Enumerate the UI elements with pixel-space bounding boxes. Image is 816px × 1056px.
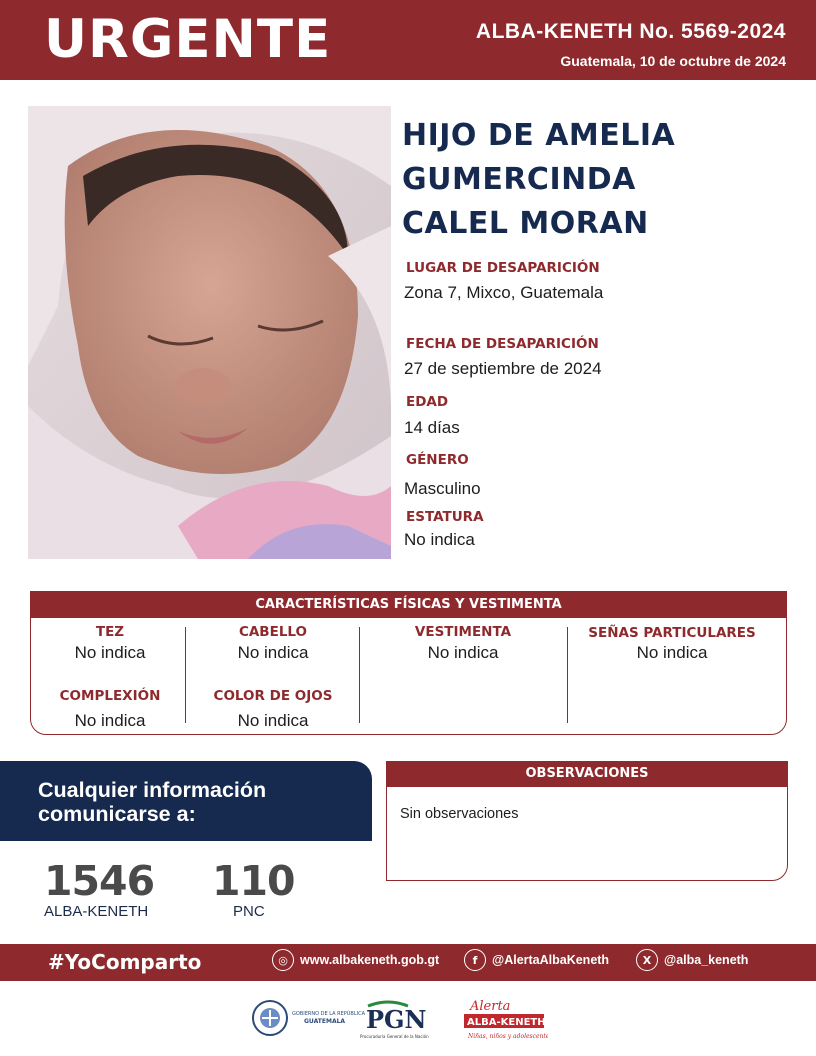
- website-text: www.albakeneth.gob.gt: [300, 953, 440, 967]
- contact-line-1: Cualquier información: [38, 778, 267, 802]
- facebook-text: @AlertaAlbaKeneth: [492, 953, 610, 967]
- characteristics-title: CARACTERÍSTICAS FÍSICAS Y VESTIMENTA: [30, 591, 787, 618]
- tez-value: No indica: [74, 643, 146, 662]
- contact-line-2: comunicarse a:: [38, 802, 196, 826]
- estatura-value: No indica: [404, 530, 475, 549]
- fecha-value: 27 de septiembre de 2024: [404, 359, 602, 378]
- name-line-1: HIJO DE AMELIA: [402, 118, 676, 153]
- name-line-3: CALEL MORAN: [402, 206, 649, 241]
- x-link[interactable]: [636, 949, 748, 971]
- edad-label: EDAD: [406, 394, 449, 410]
- lugar-label: LUGAR DE DESAPARICIÓN: [406, 260, 600, 276]
- ojos-value: No indica: [237, 711, 309, 730]
- pgn-text: PGN: [366, 1005, 427, 1034]
- pgn-sub: Procuraduría General de la Nación: [360, 1034, 429, 1039]
- x-icon: X: [636, 949, 658, 971]
- case-number: ALBA-KENETH No. 5569-2024: [475, 20, 786, 43]
- complexion-value: No indica: [74, 711, 146, 730]
- senas-label: SEÑAS PARTICULARES: [588, 625, 756, 641]
- phone-label-alba: ALBA-KENETH: [44, 903, 149, 920]
- senas-value: No indica: [636, 643, 708, 662]
- issue-date: Guatemala, 10 de octubre de 2024: [560, 53, 786, 69]
- x-text: @alba_keneth: [664, 953, 749, 967]
- name-line-2: GUMERCINDA: [402, 162, 636, 197]
- guatemala-seal-logo: [253, 1001, 366, 1035]
- phone-label-pnc: PNC: [233, 903, 265, 920]
- alerta-sub: Niñas, niños y adolescentes: [468, 1033, 548, 1040]
- lugar-value: Zona 7, Mixco, Guatemala: [404, 283, 604, 302]
- pgn-logo: [360, 1002, 429, 1039]
- observations-text: Sin observaciones: [400, 806, 519, 822]
- divider: [567, 627, 568, 723]
- alba-keneth-text: ALBA-KENETH: [467, 1017, 546, 1028]
- cabello-value: No indica: [237, 643, 309, 662]
- alerta-text: Alerta: [470, 999, 511, 1014]
- divider: [185, 627, 186, 723]
- alerta-alba-keneth-logo: [464, 999, 548, 1040]
- complexion-label: COMPLEXIÓN: [59, 688, 161, 704]
- cabello-label: CABELLO: [238, 624, 308, 640]
- facebook-icon: f: [464, 949, 486, 971]
- ojos-label: COLOR DE OJOS: [213, 688, 333, 704]
- phone-number-pnc: 110: [212, 857, 295, 905]
- divider: [359, 627, 360, 723]
- observations-title: OBSERVACIONES: [386, 761, 788, 787]
- globe-icon: ◎: [272, 949, 294, 971]
- hashtag: #YoComparto: [48, 950, 202, 974]
- phone-number-alba: 1546: [44, 857, 155, 905]
- missing-person-photo: [28, 106, 391, 559]
- tez-label: TEZ: [95, 624, 125, 640]
- estatura-label: ESTATURA: [406, 509, 484, 525]
- website-link[interactable]: [272, 949, 439, 971]
- contact-text: [38, 778, 266, 826]
- gov-line-2: GUATEMALA: [304, 1018, 346, 1025]
- logos-row: [248, 994, 548, 1046]
- vestimenta-value: No indica: [427, 643, 499, 662]
- person-name: [402, 114, 802, 246]
- genero-label: GÉNERO: [406, 452, 469, 468]
- gov-line-1: GOBIERNO DE LA REPÚBLICA: [292, 1011, 366, 1017]
- vestimenta-label: VESTIMENTA: [414, 624, 512, 640]
- urgent-title: URGENTE: [44, 9, 332, 70]
- edad-value: 14 días: [404, 418, 460, 437]
- genero-value: Masculino: [404, 479, 481, 498]
- fecha-label: FECHA DE DESAPARICIÓN: [406, 336, 599, 352]
- facebook-link[interactable]: [464, 949, 609, 971]
